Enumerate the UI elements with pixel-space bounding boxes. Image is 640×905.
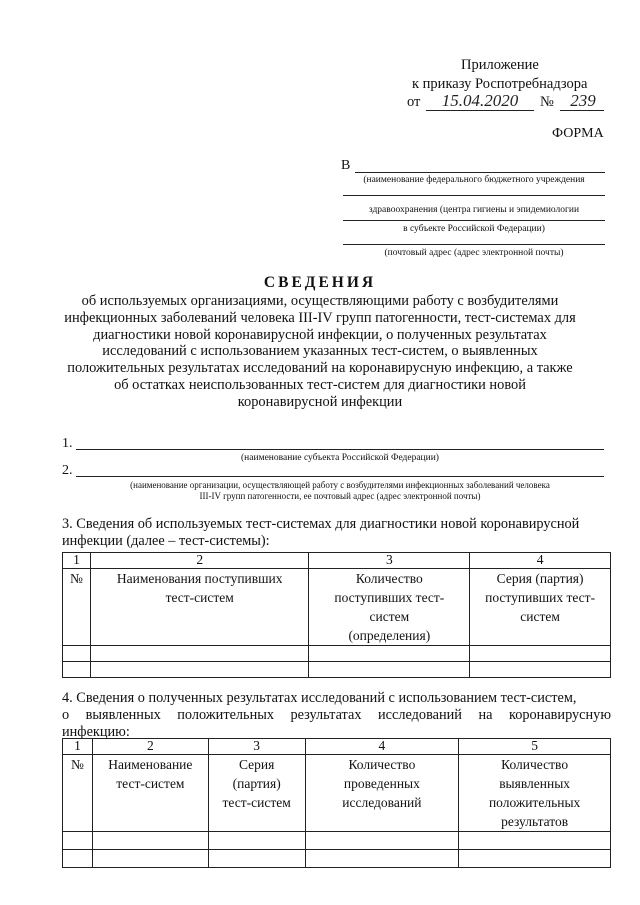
table-header-cell: Наименование тест-систем — [92, 755, 208, 832]
number-prefix: № — [540, 94, 554, 110]
table-cell[interactable] — [309, 646, 470, 662]
table-column-number: 1 — [63, 553, 91, 569]
section-4-heading — [62, 690, 611, 741]
table-header-cell: № — [63, 755, 93, 832]
section-4-heading-line: о выявленных положительных результатах исследований на коронавирусную — [62, 707, 611, 723]
table-column-number: 1 — [63, 739, 93, 755]
table-column-number: 2 — [92, 739, 208, 755]
table-cell[interactable] — [63, 662, 91, 678]
title-line: положительных результатах исследований на коронавирусную инфекцию, а также — [67, 360, 573, 377]
table-cell[interactable] — [63, 646, 91, 662]
table-column-number: 2 — [90, 553, 309, 569]
table-cell[interactable] — [305, 850, 459, 868]
test-systems-table — [62, 552, 611, 678]
field-2-number: 2. — [62, 463, 73, 478]
table-row[interactable] — [63, 832, 611, 850]
table-number-row — [63, 739, 611, 755]
title-line: инфекционных заболеваний человека III-IV групп патогенности, тест-системах для — [64, 309, 576, 326]
table-row[interactable] — [63, 646, 611, 662]
section-4-heading-line: инфекцию: — [62, 724, 130, 740]
section-3-heading-line: инфекции (далее – тест-системы): — [62, 533, 270, 549]
table-cell[interactable] — [459, 832, 611, 850]
title-line: диагностики новой коронавирусной инфекции, о полученных результатах — [93, 326, 547, 343]
title-line: об остатках неиспользованных тест-систем для диагностики новой — [114, 376, 526, 393]
order-date-handwritten: 15.04.2020 — [441, 91, 519, 110]
table-column-number: 3 — [309, 553, 470, 569]
table-cell[interactable] — [90, 662, 309, 678]
title-line: исследований с использованием указанных тест-систем, о выявленных — [102, 343, 538, 360]
table-cell[interactable] — [309, 662, 470, 678]
test-results-table — [62, 738, 611, 868]
form-label: ФОРМА — [552, 126, 604, 141]
table-cell[interactable] — [305, 832, 459, 850]
section-4-heading-line: 4. Сведения о полученных результатах исследований с использованием тест-систем, — [62, 690, 577, 706]
table-cell[interactable] — [470, 662, 611, 678]
table-column-number: 5 — [459, 739, 611, 755]
recipient-caption-1: (наименование федерального бюджетного учреждения — [363, 175, 585, 185]
recipient-line-3[interactable] — [343, 220, 605, 221]
table-cell[interactable] — [63, 832, 93, 850]
field-1-number: 1. — [62, 436, 73, 451]
table-cell[interactable] — [92, 850, 208, 868]
document-heading: СВЕДЕНИЯ — [263, 274, 377, 291]
table-header-cell: Серия (партия) тест-систем — [208, 755, 305, 832]
table-header-cell: Количество поступивших тест- систем (определения) — [309, 569, 470, 646]
recipient-prefix: В — [341, 158, 351, 173]
recipient-address-caption: (почтовый адрес (адрес электронной почты) — [384, 248, 564, 258]
recipient-caption-2: здравоохранения (центра гигиены и эпидемиологии — [368, 205, 580, 215]
organization-line[interactable] — [76, 476, 604, 477]
region-name-line[interactable] — [76, 449, 604, 450]
table-cell[interactable] — [92, 832, 208, 850]
order-number-handwritten: 239 — [570, 91, 596, 110]
table-cell[interactable] — [63, 850, 93, 868]
region-name-caption: (наименование субъекта Российской Федерации) — [241, 453, 439, 463]
order-reference: к приказу Роспотребнадзора — [412, 76, 588, 92]
recipient-line-1[interactable] — [355, 172, 605, 173]
table-cell[interactable] — [90, 646, 309, 662]
table-header-cell: Серия (партия) поступивших тест- систем — [470, 569, 611, 646]
table-column-number: 4 — [470, 553, 611, 569]
table-column-number: 4 — [305, 739, 459, 755]
table-header-row — [63, 755, 611, 832]
table-header-cell: Количество выявленных положительных результатов — [459, 755, 611, 832]
section-3-heading-line: 3. Сведения об используемых тест-системах для диагностики новой коронавирусной — [62, 516, 580, 532]
section-3-heading — [62, 516, 579, 550]
table-cell[interactable] — [459, 850, 611, 868]
organization-caption-2: III-IV групп патогенности, ее почтовый адрес (адрес электронной почты) — [199, 491, 481, 501]
order-date-row — [407, 90, 607, 114]
table-column-number: 3 — [208, 739, 305, 755]
recipient-line-2[interactable] — [343, 195, 605, 196]
title-line: коронавирусной инфекции — [237, 393, 403, 410]
table-cell[interactable] — [208, 850, 305, 868]
table-cell[interactable] — [470, 646, 611, 662]
table-header-cell: Наименования поступивших тест-систем — [90, 569, 309, 646]
table-header-cell: Количество проведенных исследований — [305, 755, 459, 832]
table-row[interactable] — [63, 850, 611, 868]
title-line: об используемых организациями, осуществляющими работу с возбудителями — [81, 293, 559, 309]
table-header-cell: № — [63, 569, 91, 646]
recipient-address-line[interactable] — [343, 244, 605, 245]
date-prefix: от — [407, 94, 421, 110]
table-row[interactable] — [63, 662, 611, 678]
table-cell[interactable] — [208, 832, 305, 850]
organization-caption-1: (наименование организации, осуществляющей работу с возбудителями инфекционных заболеваний человека — [130, 480, 550, 490]
recipient-caption-3: в субъекте Российской Федерации) — [403, 224, 545, 234]
document-title — [30, 293, 610, 411]
appendix-label: Приложение — [461, 57, 539, 73]
table-header-row — [63, 569, 611, 646]
table-number-row — [63, 553, 611, 569]
